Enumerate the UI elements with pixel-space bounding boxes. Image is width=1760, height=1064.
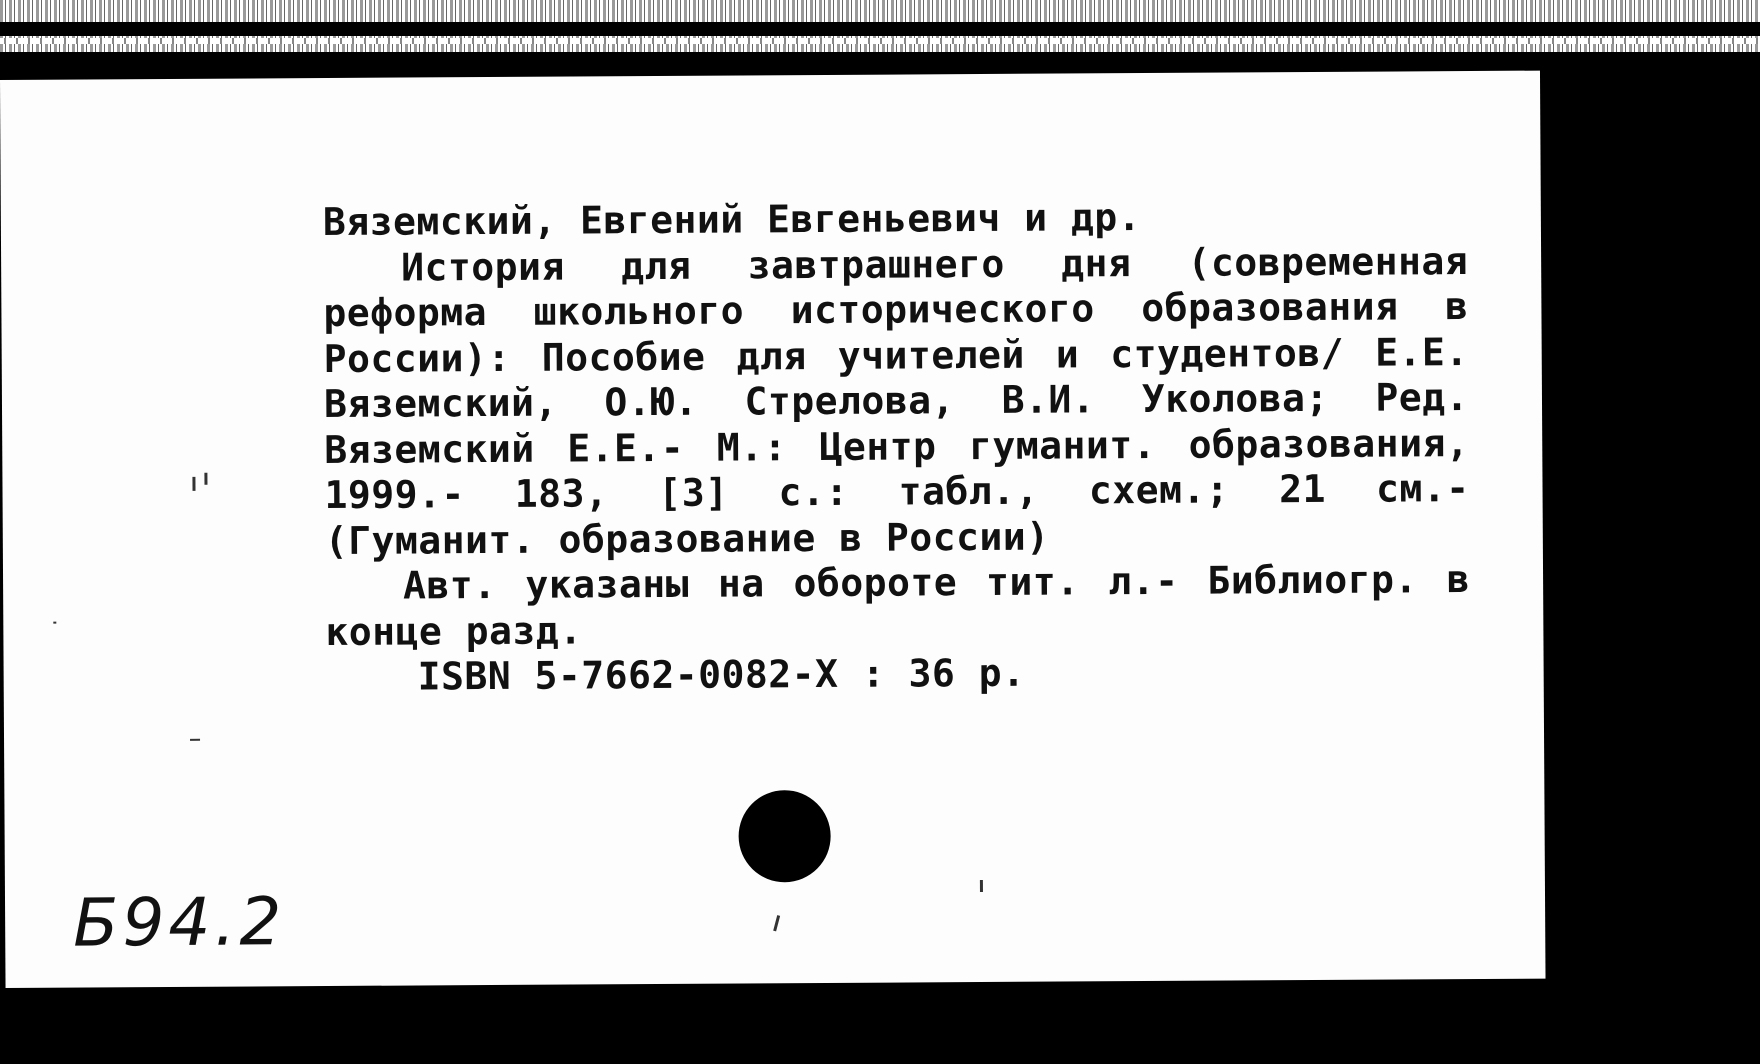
notes-paragraph: Авт. указаны на обороте тит. л.- Библиогр. в конце разд. [325, 557, 1471, 654]
bibliographic-record [323, 193, 1471, 700]
isbn-line: ISBN 5-7662-0082-X : 36 р. [417, 650, 1026, 699]
stray-mark [53, 622, 56, 624]
card-punch-hole [738, 790, 831, 883]
handwritten-call-number: Б94.2 [72, 883, 286, 962]
catalog-card [0, 71, 1546, 988]
author-heading: Вяземский, Евгений Евгеньевич и др. [322, 195, 1142, 245]
stray-mark [204, 473, 207, 485]
stray-mark [190, 739, 200, 741]
stray-mark [773, 915, 780, 931]
stray-mark [980, 880, 983, 892]
scanner-edge-line [0, 38, 1760, 44]
stray-mark [192, 477, 195, 491]
title-and-publication-paragraph: История для завтрашнего дня (современная реформа школьного исторического образования в России): Пособие для учителей и студентов/ Е.Е. Вяземский, О.Ю. Стрелова, В.И. Уколова; Ред. Вяземский Е.Е.- М.: Центр гуманит. образования, 1999.- 183, [3] с.: табл., схем.; 21 см.- (Гуманит. образование в России) [323, 238, 1470, 563]
scanner-edge-noise [0, 0, 1760, 52]
